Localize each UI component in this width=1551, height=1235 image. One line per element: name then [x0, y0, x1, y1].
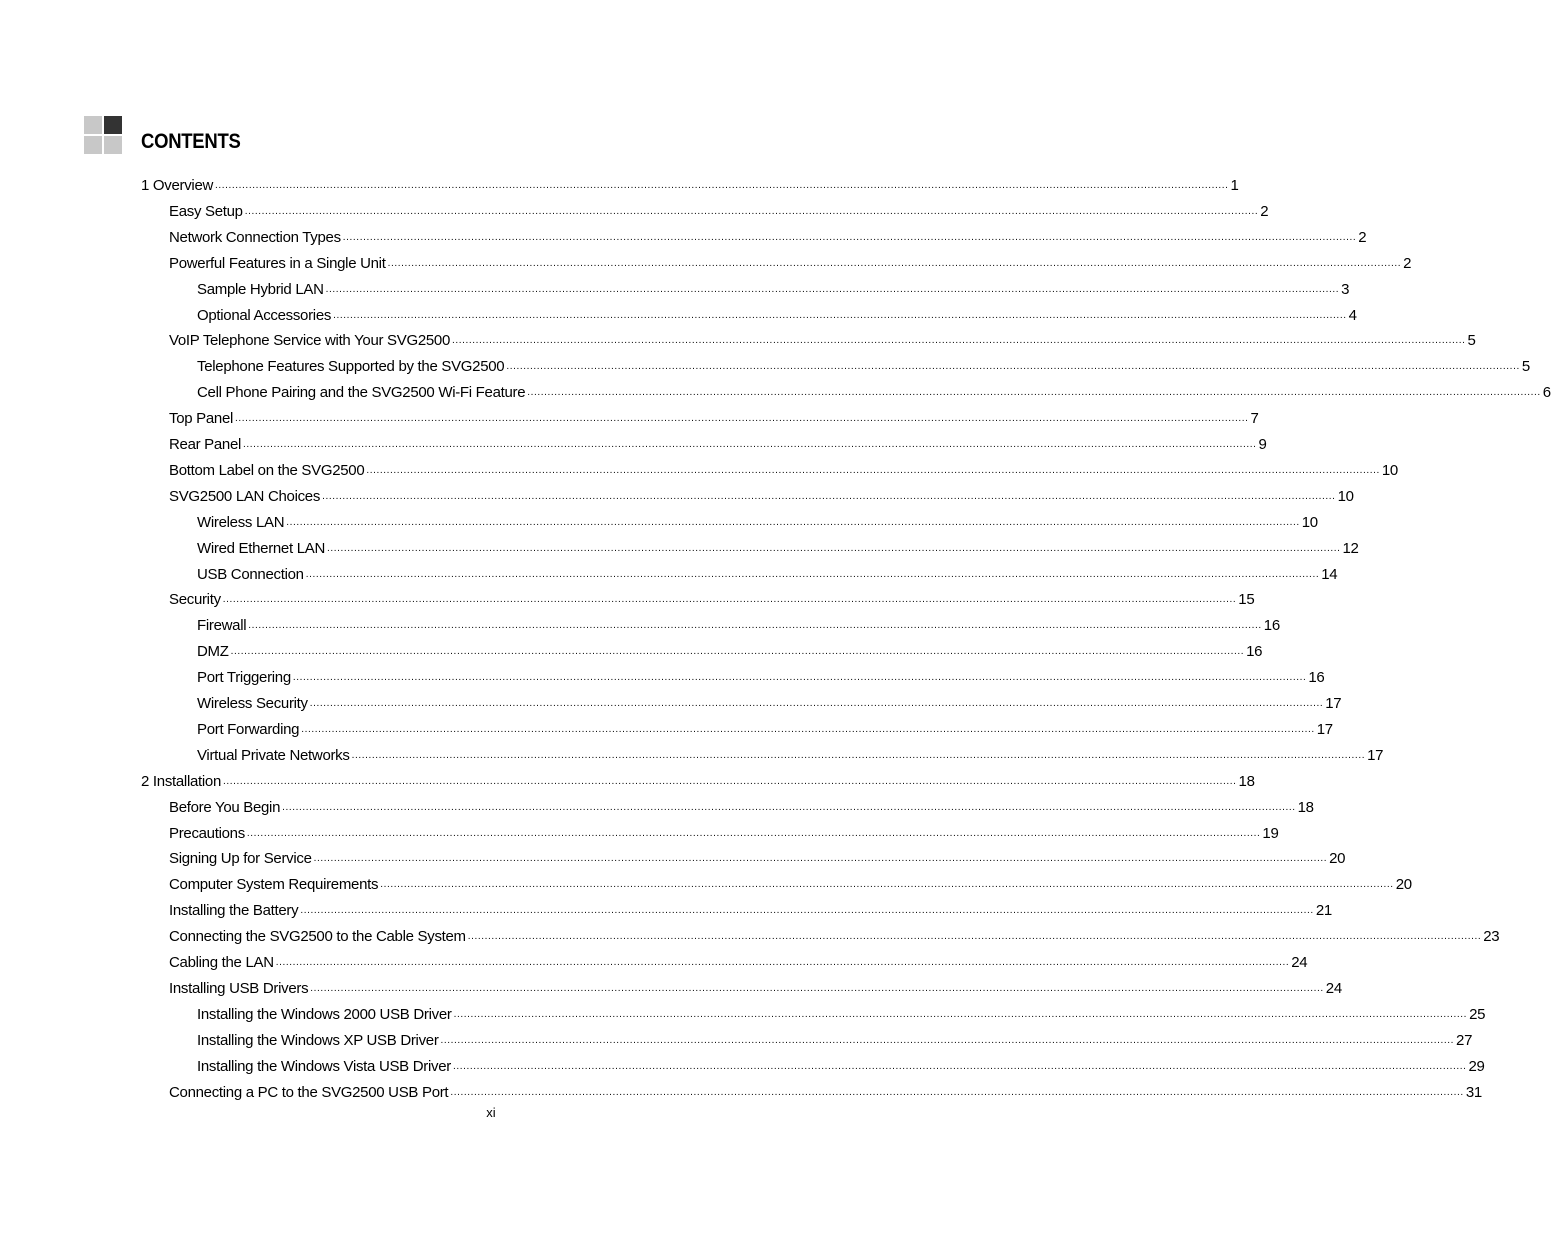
- toc-entry-label: Firewall: [197, 617, 247, 635]
- dot-leader: ............................................................................................................................................................................................................................................................................................................: [248, 620, 1262, 632]
- toc-entry-page: 16: [1308, 669, 1325, 687]
- toc-entry-label: Installing the Battery: [169, 902, 299, 920]
- toc-entry-page: 14: [1321, 565, 1338, 583]
- dot-leader: ............................................................................................................................................................................................................................................................................................................: [235, 413, 1249, 425]
- toc-entry-label: Virtual Private Networks: [197, 746, 350, 764]
- toc-entry-page: 24: [1325, 979, 1342, 997]
- toc-entry-label: Cell Phone Pairing and the SVG2500 Wi-Fi Feature: [197, 384, 526, 402]
- dot-leader: ............................................................................................................................................................................................................................................................................................................: [275, 957, 1290, 968]
- toc-entry-label: Wired Ethernet LAN: [197, 539, 325, 557]
- toc-entry-page: 7: [1250, 410, 1259, 428]
- toc-entry-page: 2: [1403, 254, 1412, 272]
- toc-entry[interactable]: [169, 894, 1332, 920]
- dot-leader: ............................................................................................................................................................................................................................................................................................................: [342, 231, 1357, 243]
- toc-entry[interactable]: [169, 791, 1314, 817]
- toc-entry-page: 12: [1342, 539, 1359, 557]
- toc-entry-page: 16: [1263, 617, 1280, 635]
- toc-entry-label: Installing USB Drivers: [169, 979, 309, 997]
- dot-leader: ............................................................................................................................................................................................................................................................................................................: [327, 542, 1341, 554]
- toc-entry[interactable]: [169, 454, 1398, 480]
- toc-entry-page: 10: [1381, 461, 1398, 479]
- toc-entry-label: DMZ: [197, 643, 229, 661]
- toc-entry-label: 2 Installation: [141, 772, 222, 790]
- toc-entry[interactable]: [197, 1024, 1473, 1050]
- toc-entry-label: Bottom Label on the SVG2500: [169, 461, 365, 479]
- toc-entry[interactable]: [197, 998, 1486, 1024]
- dot-leader: ............................................................................................................................................................................................................................................................................................................: [246, 827, 1261, 839]
- dot-leader: ............................................................................................................................................................................................................................................................................................................: [450, 1086, 1464, 1098]
- toc-entry[interactable]: [197, 273, 1350, 299]
- toc-entry-page: 18: [1238, 772, 1255, 790]
- toc-entry-page: 20: [1329, 850, 1346, 868]
- toc-entry-label: Installing the Windows Vista USB Driver: [197, 1057, 451, 1075]
- toc-entry-label: Computer System Requirements: [169, 876, 379, 894]
- toc-entry-page: 6: [1542, 384, 1551, 402]
- dot-leader: ............................................................................................................................................................................................................................................................................................................: [351, 749, 1366, 761]
- dot-leader: ............................................................................................................................................................................................................................................................................................................: [322, 490, 1336, 502]
- toc-entry[interactable]: [169, 324, 1476, 350]
- toc-entry-page: 1: [1230, 177, 1239, 194]
- toc-entry-label: Easy Setup: [169, 202, 243, 220]
- toc-entry-page: 17: [1316, 720, 1333, 738]
- dot-leader: ............................................................................................................................................................................................................................................................................................................: [222, 594, 1237, 606]
- toc-entry-label: 1 Overview: [141, 177, 214, 194]
- toc-entry-page: 4: [1348, 306, 1357, 324]
- dot-leader: ............................................................................................................................................................................................................................................................................................................: [310, 982, 1324, 994]
- toc-entry-page: 20: [1395, 876, 1412, 894]
- dot-leader: ............................................................................................................................................................................................................................................................................................................: [366, 464, 1380, 476]
- dot-leader: ............................................................................................................................................................................................................................................................................................................: [452, 1060, 1467, 1072]
- dot-leader: ............................................................................................................................................................................................................................................................................................................: [243, 439, 1257, 450]
- dot-leader: ............................................................................................................................................................................................................................................................................................................: [527, 387, 1541, 399]
- toc-entry[interactable]: [169, 972, 1342, 998]
- toc-entry[interactable]: [197, 532, 1359, 558]
- dot-leader: ............................................................................................................................................................................................................................................................................................................: [467, 931, 1482, 943]
- toc-entry[interactable]: [197, 350, 1530, 376]
- toc-entry[interactable]: [197, 661, 1325, 687]
- toc-entry[interactable]: [197, 635, 1263, 661]
- toc-entry[interactable]: [197, 713, 1333, 739]
- toc-entry-label: Telephone Features Supported by the SVG2500: [197, 358, 505, 376]
- toc-entry[interactable]: [169, 946, 1308, 972]
- toc-entry-page: 31: [1465, 1083, 1482, 1101]
- dot-leader: ............................................................................................................................................................................................................................................................................................................: [387, 257, 1402, 269]
- toc-entry-label: Sample Hybrid LAN: [197, 280, 324, 298]
- toc-entry-label: Cabling the LAN: [169, 954, 274, 971]
- page-number: xi: [486, 1105, 496, 1120]
- toc-entry-label: Top Panel: [169, 410, 234, 428]
- toc-entry[interactable]: [169, 195, 1269, 221]
- toc-entry-page: 24: [1291, 954, 1308, 971]
- dot-leader: ............................................................................................................................................................................................................................................................................................................: [282, 801, 1296, 813]
- dot-leader: ............................................................................................................................................................................................................................................................................................................: [452, 335, 1466, 347]
- toc-entry-page: 15: [1238, 591, 1255, 609]
- dot-leader: ............................................................................................................................................................................................................................................................................................................: [301, 723, 1315, 735]
- logo-square: [84, 136, 102, 154]
- toc-entry-label: SVG2500 LAN Choices: [169, 487, 321, 505]
- toc-entry-page: 21: [1315, 902, 1332, 920]
- toc-entry-page: 25: [1469, 1005, 1486, 1023]
- dot-leader: ............................................................................................................................................................................................................................................................................................................: [453, 1008, 1468, 1020]
- toc-entry[interactable]: [169, 920, 1500, 946]
- toc-entry[interactable]: [169, 817, 1279, 843]
- toc-entry[interactable]: [197, 558, 1338, 584]
- dot-leader: ............................................................................................................................................................................................................................................................................................................: [292, 672, 1307, 684]
- dot-leader: ............................................................................................................................................................................................................................................................................................................: [300, 905, 1314, 917]
- toc-entry[interactable]: [169, 1076, 1482, 1102]
- toc-entry-label: Port Forwarding: [197, 720, 300, 738]
- toc-entry[interactable]: [197, 506, 1318, 532]
- toc-entry[interactable]: [169, 428, 1267, 454]
- toc-entry-label: Wireless Security: [197, 695, 308, 712]
- toc-entry[interactable]: [169, 247, 1412, 273]
- toc-entry[interactable]: [169, 583, 1255, 609]
- toc-entry-page: 10: [1301, 513, 1318, 531]
- toc-entry[interactable]: [197, 687, 1342, 713]
- toc-entry-label: Before You Begin: [169, 798, 281, 816]
- dot-leader: ............................................................................................................................................................................................................................................................................................................: [313, 853, 1328, 865]
- toc-entry-label: Precautions: [169, 824, 245, 842]
- logo-squares-icon: [84, 116, 122, 154]
- dot-leader: ............................................................................................................................................................................................................................................................................................................: [506, 361, 1520, 373]
- toc-entry[interactable]: [197, 739, 1384, 765]
- toc-entry[interactable]: [169, 221, 1367, 247]
- dot-leader: ............................................................................................................................................................................................................................................................................................................: [244, 205, 1259, 217]
- toc-entry-label: Security: [169, 591, 221, 609]
- dot-leader: ............................................................................................................................................................................................................................................................................................................: [286, 516, 1300, 528]
- dot-leader: ............................................................................................................................................................................................................................................................................................................: [325, 283, 1340, 295]
- dot-leader: ............................................................................................................................................................................................................................................................................................................: [223, 775, 1237, 787]
- toc-entry-label: Rear Panel: [169, 436, 242, 453]
- toc-entry[interactable]: [197, 376, 1551, 402]
- dot-leader: ............................................................................................................................................................................................................................................................................................................: [309, 698, 1324, 709]
- toc-entry[interactable]: [197, 1050, 1485, 1076]
- toc-entry-page: 17: [1367, 746, 1384, 764]
- toc-entry-label: Installing the Windows 2000 USB Driver: [197, 1005, 452, 1023]
- logo-square: [104, 136, 122, 154]
- page-title: CONTENTS: [141, 130, 241, 153]
- dot-leader: ............................................................................................................................................................................................................................................................................................................: [230, 646, 1245, 658]
- toc-entry[interactable]: [197, 299, 1357, 325]
- toc-entry-page: 5: [1521, 358, 1530, 376]
- toc-entry-page: 19: [1262, 824, 1279, 842]
- dot-leader: ............................................................................................................................................................................................................................................................................................................: [440, 1034, 1455, 1046]
- toc-entry-page: 2: [1358, 228, 1367, 246]
- toc-entry-page: 9: [1258, 436, 1267, 453]
- toc-entry-label: Installing the Windows XP USB Driver: [197, 1031, 439, 1049]
- logo-square: [104, 116, 122, 134]
- toc-entry-page: 17: [1325, 695, 1342, 712]
- dot-leader: ............................................................................................................................................................................................................................................................................................................: [380, 879, 1394, 891]
- toc-entry[interactable]: [141, 765, 1255, 791]
- dot-leader: ............................................................................................................................................................................................................................................................................................................: [333, 309, 1347, 321]
- toc-entry-label: Network Connection Types: [169, 228, 341, 246]
- toc-entry-page: 27: [1456, 1031, 1473, 1049]
- toc-entry-page: 16: [1246, 643, 1263, 661]
- toc-entry-label: Connecting a PC to the SVG2500 USB Port: [169, 1083, 449, 1101]
- toc-entry-label: USB Connection: [197, 565, 304, 583]
- toc-entry[interactable]: [169, 402, 1259, 428]
- toc-entry-label: Powerful Features in a Single Unit: [169, 254, 386, 272]
- dot-leader: ............................................................................................................................................................................................................................................................................................................: [215, 180, 1229, 191]
- toc-entry[interactable]: [169, 868, 1412, 894]
- toc-entry[interactable]: [197, 609, 1280, 635]
- toc-entry-label: Connecting the SVG2500 to the Cable System: [169, 928, 466, 946]
- toc-entry-label: Port Triggering: [197, 669, 291, 687]
- toc-entry-label: Signing Up for Service: [169, 850, 312, 868]
- toc-entry-page: 5: [1467, 332, 1476, 350]
- toc-entry-page: 29: [1468, 1057, 1485, 1075]
- dot-leader: ............................................................................................................................................................................................................................................................................................................: [305, 568, 1320, 580]
- toc-entry-page: 2: [1260, 202, 1269, 220]
- toc-entry-page: 3: [1341, 280, 1350, 298]
- toc-entry-page: 10: [1337, 487, 1354, 505]
- toc-entry-label: VoIP Telephone Service with Your SVG2500: [169, 332, 450, 350]
- toc-entry-label: Optional Accessories: [197, 306, 332, 324]
- toc-entry-label: Wireless LAN: [197, 513, 285, 531]
- toc-entry[interactable]: [141, 169, 1239, 195]
- toc-entry[interactable]: [169, 842, 1346, 868]
- logo-square: [84, 116, 102, 134]
- toc-entry-page: 23: [1483, 928, 1500, 946]
- toc-entry-page: 18: [1297, 798, 1314, 816]
- toc-entry[interactable]: [169, 480, 1354, 506]
